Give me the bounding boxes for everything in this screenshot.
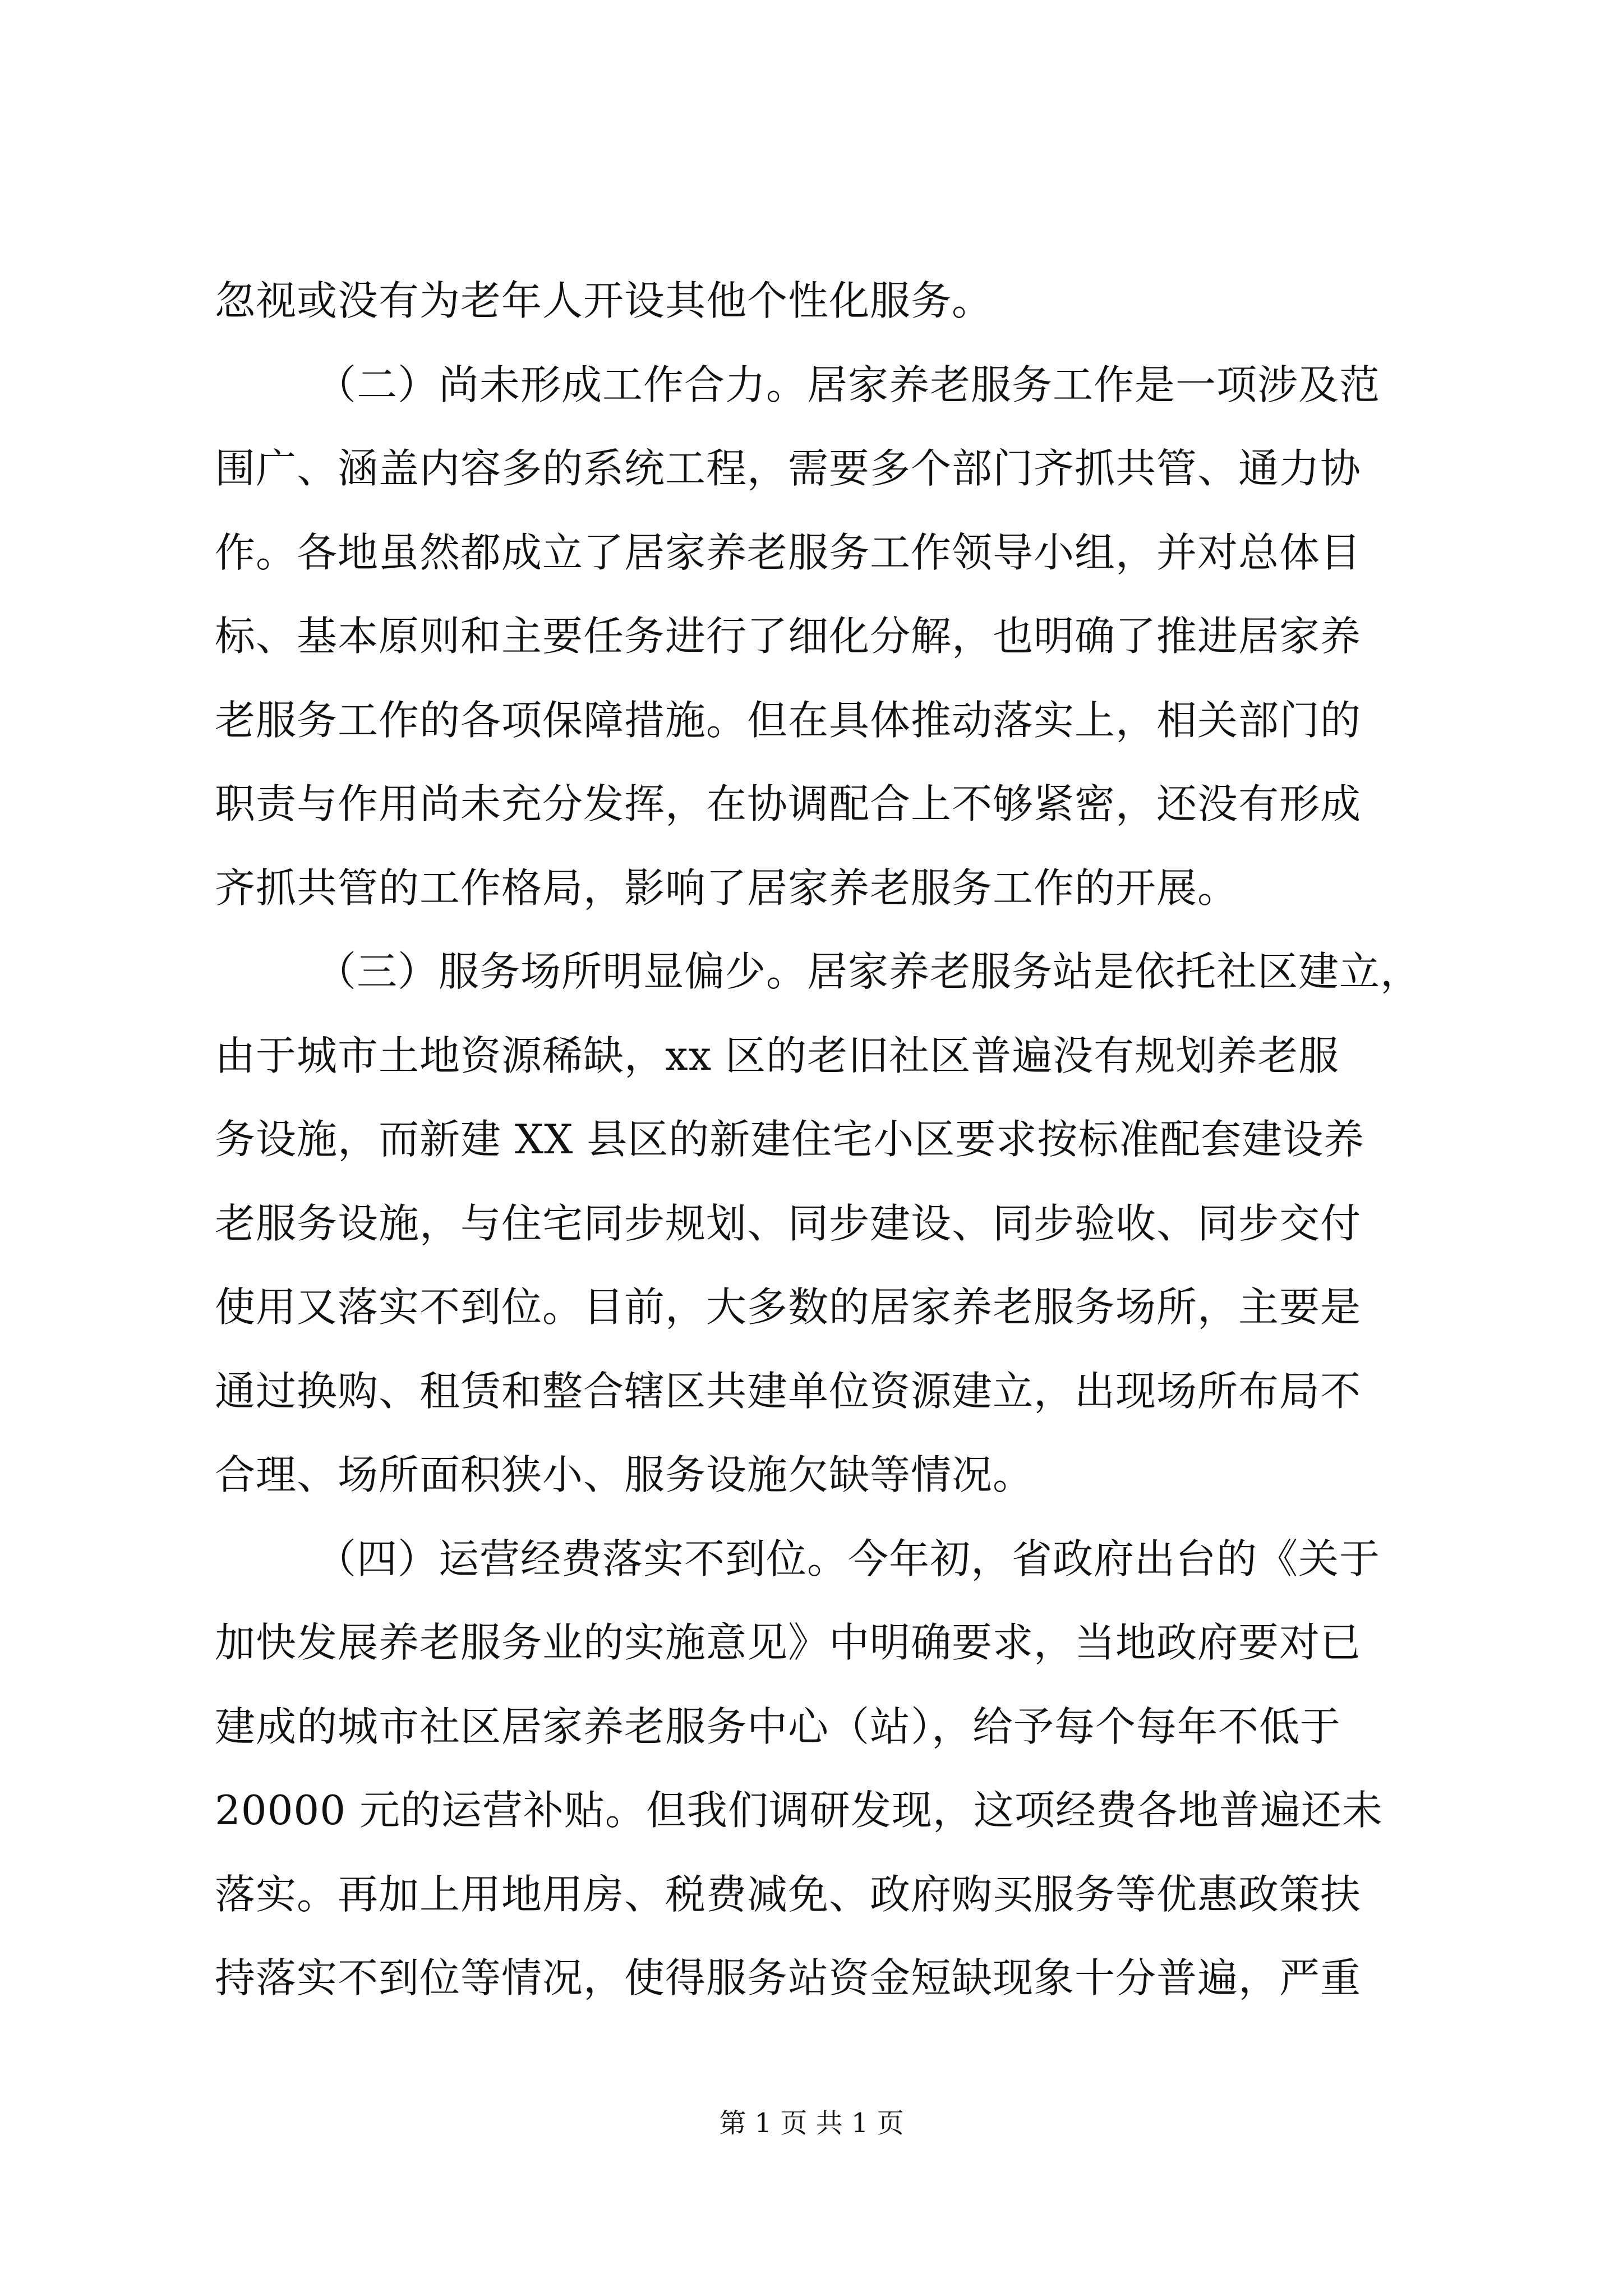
text-line: 老服务工作的各项保障措施。但在具体推动落实上，相关部门的 (215, 696, 1362, 744)
body-text (215, 259, 1426, 2021)
paragraph-start-line: （四）运营经费落实不到位。今年初，省政府出台的《关于 (316, 1535, 1381, 1582)
text-line: 持落实不到位等情况，使得服务站资金短缺现象十分普遍，严重 (215, 1954, 1362, 2001)
text-line: 作。各地虽然都成立了居家养老服务工作领导小组，并对总体目 (215, 528, 1362, 576)
paragraph-start-line: （三）服务场所明显偏少。居家养老服务站是依托社区建立， (316, 948, 1422, 995)
text-line: 围广、涵盖内容多的系统工程，需要多个部门齐抓共管、通力协 (215, 445, 1362, 492)
text-line: 务设施，而新建 XX 县区的新建住宅小区要求按标准配套建设养 (215, 1116, 1365, 1163)
text-line: 20000 元的运营补贴。但我们调研发现，这项经费各地普遍还未 (215, 1787, 1383, 1834)
text-line: 齐抓共管的工作格局，影响了居家养老服务工作的开展。 (215, 864, 1239, 912)
text-line: 由于城市土地资源稀缺，xx 区的老旧社区普遍没有规划养老服 (215, 1032, 1340, 1079)
text-line: 老服务设施，与住宅同步规划、同步建设、同步验收、同步交付 (215, 1199, 1362, 1247)
text-line: 使用又落实不到位。目前，大多数的居家养老服务场所，主要是 (215, 1283, 1362, 1331)
text-line: 建成的城市社区居家养老服务中心（站），给予每个每年不低于 (215, 1703, 1341, 1750)
text-line: 通过换购、租赁和整合辖区共建单位资源建立，出现场所布局不 (215, 1367, 1362, 1415)
text-line: 标、基本原则和主要任务进行了细化分解，也明确了推进居家养 (215, 613, 1362, 660)
text-line: 落实。再加上用地用房、税费减免、政府购买服务等优惠政策扶 (215, 1870, 1362, 1918)
text-line: 加快发展养老服务业的实施意见》中明确要求，当地政府要对已 (215, 1619, 1362, 1666)
paragraph-start-line: （二）尚未形成工作合力。居家养老服务工作是一项涉及范 (316, 361, 1381, 408)
text-line: 合理、场所面积狭小、服务设施欠缺等情况。 (215, 1451, 1034, 1498)
page-footer: 第 1 页 共 1 页 (719, 2108, 904, 2139)
text-line: 忽视或没有为老年人开设其他个性化服务。 (215, 277, 993, 324)
text-line: 职责与作用尚未充分发挥，在协调配合上不够紧密，还没有形成 (215, 780, 1362, 827)
